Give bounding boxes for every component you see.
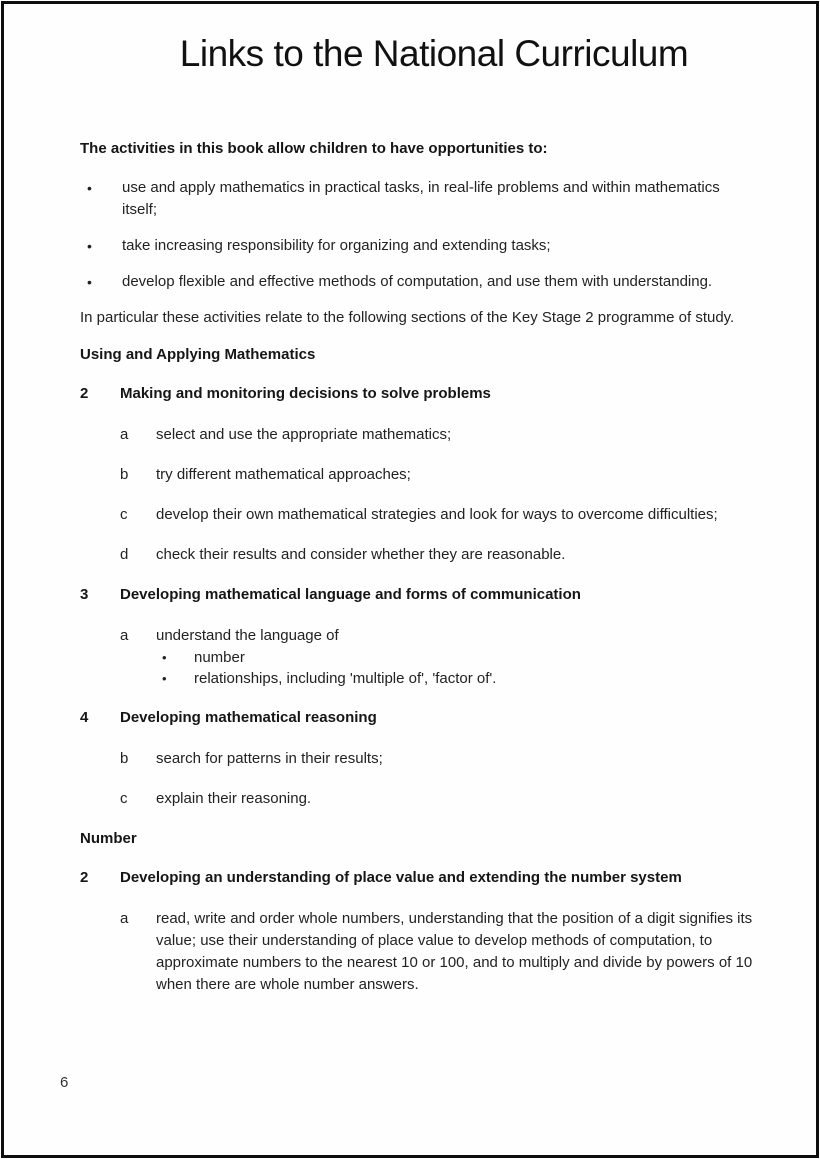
section-heading-using-applying: Using and Applying Mathematics (80, 346, 316, 363)
lettered-item-c (120, 504, 758, 526)
numbered-item-4 (80, 707, 758, 729)
bullet-icon (156, 647, 194, 668)
item-number: 2 (80, 385, 89, 402)
item-letter: d (120, 546, 129, 563)
page-title: Links to the National Curriculum (179, 33, 689, 74)
sub-bullet-2 (156, 668, 758, 689)
item-number: 2 (80, 869, 89, 886)
sub-bullet-2-text: relationships, including 'multiple of', 'factor of'. (194, 670, 497, 687)
item-text: search for patterns in their results; (156, 750, 383, 767)
item-title: Developing mathematical language and forms of communication (120, 586, 581, 603)
intro-bullet-1-text: use and apply mathematics in practical tasks, in real-life problems and within mathematics itself; (122, 179, 720, 218)
item-letter: c (120, 790, 128, 807)
item-text: explain their reasoning. (156, 790, 312, 807)
intro-bullet-2 (80, 235, 758, 257)
bullet-icon (80, 271, 122, 293)
item-text (156, 625, 758, 689)
lettered-item-a (120, 625, 758, 689)
item-title: Making and monitoring decisions to solve problems (120, 385, 491, 402)
lettered-item-c (120, 788, 758, 810)
item-text: check their results and consider whether they are reasonable. (156, 546, 566, 563)
item-title: Developing mathematical reasoning (120, 709, 377, 726)
item-text: develop their own mathematical strategies and look for ways to overcome difficulties; (156, 506, 718, 523)
intro-bullet-3 (80, 271, 758, 293)
intro-bullet-1 (80, 177, 758, 221)
item-letter: b (120, 466, 129, 483)
item-number: 4 (80, 709, 89, 726)
item-text: select and use the appropriate mathematics; (156, 426, 452, 443)
item-title: Developing an understanding of place value and extending the number system (120, 869, 682, 886)
section-heading-number: Number (80, 830, 137, 847)
numbered-item-2 (80, 383, 758, 405)
lettered-item-a (120, 424, 758, 446)
intro-paragraph: In particular these activities relate to the following sections of the Key Stage 2 programme of study. (80, 309, 735, 326)
item-letter: a (120, 627, 129, 644)
bullet-icon (156, 668, 194, 689)
item-text-lead: understand the language of (156, 627, 339, 644)
item-number: 3 (80, 586, 89, 603)
numbered-item-3 (80, 584, 758, 606)
lettered-item-a (120, 908, 758, 996)
intro-bullet-3-text: develop flexible and effective methods of computation, and use them with understanding. (122, 273, 713, 290)
numbered-item-2b (80, 867, 758, 889)
lettered-item-b (120, 464, 758, 486)
item-letter: b (120, 750, 129, 767)
lettered-item-b (120, 748, 758, 770)
sub-bullet-1 (156, 647, 758, 668)
intro-bullet-2-text: take increasing responsibility for organizing and extending tasks; (122, 237, 551, 254)
item-text: read, write and order whole numbers, understanding that the position of a digit signifies its value; use their understanding of place value to develop methods of computation, to approximate numbers to the nearest 10 or 100, and to multiply and divide by powers of 10 when there are whole number answers. (156, 910, 753, 993)
sub-bullet-1-text: number (194, 649, 245, 666)
page-number: 6 (60, 1074, 69, 1091)
lettered-item-d (120, 544, 758, 566)
intro-heading: The activities in this book allow children to have opportunities to: (80, 140, 548, 157)
item-letter: a (120, 426, 129, 443)
item-text: try different mathematical approaches; (156, 466, 411, 483)
item-letter: c (120, 506, 128, 523)
sub-bullet-list (156, 647, 758, 689)
bullet-icon (80, 235, 122, 257)
item-letter: a (120, 910, 129, 927)
bullet-icon (80, 177, 122, 221)
